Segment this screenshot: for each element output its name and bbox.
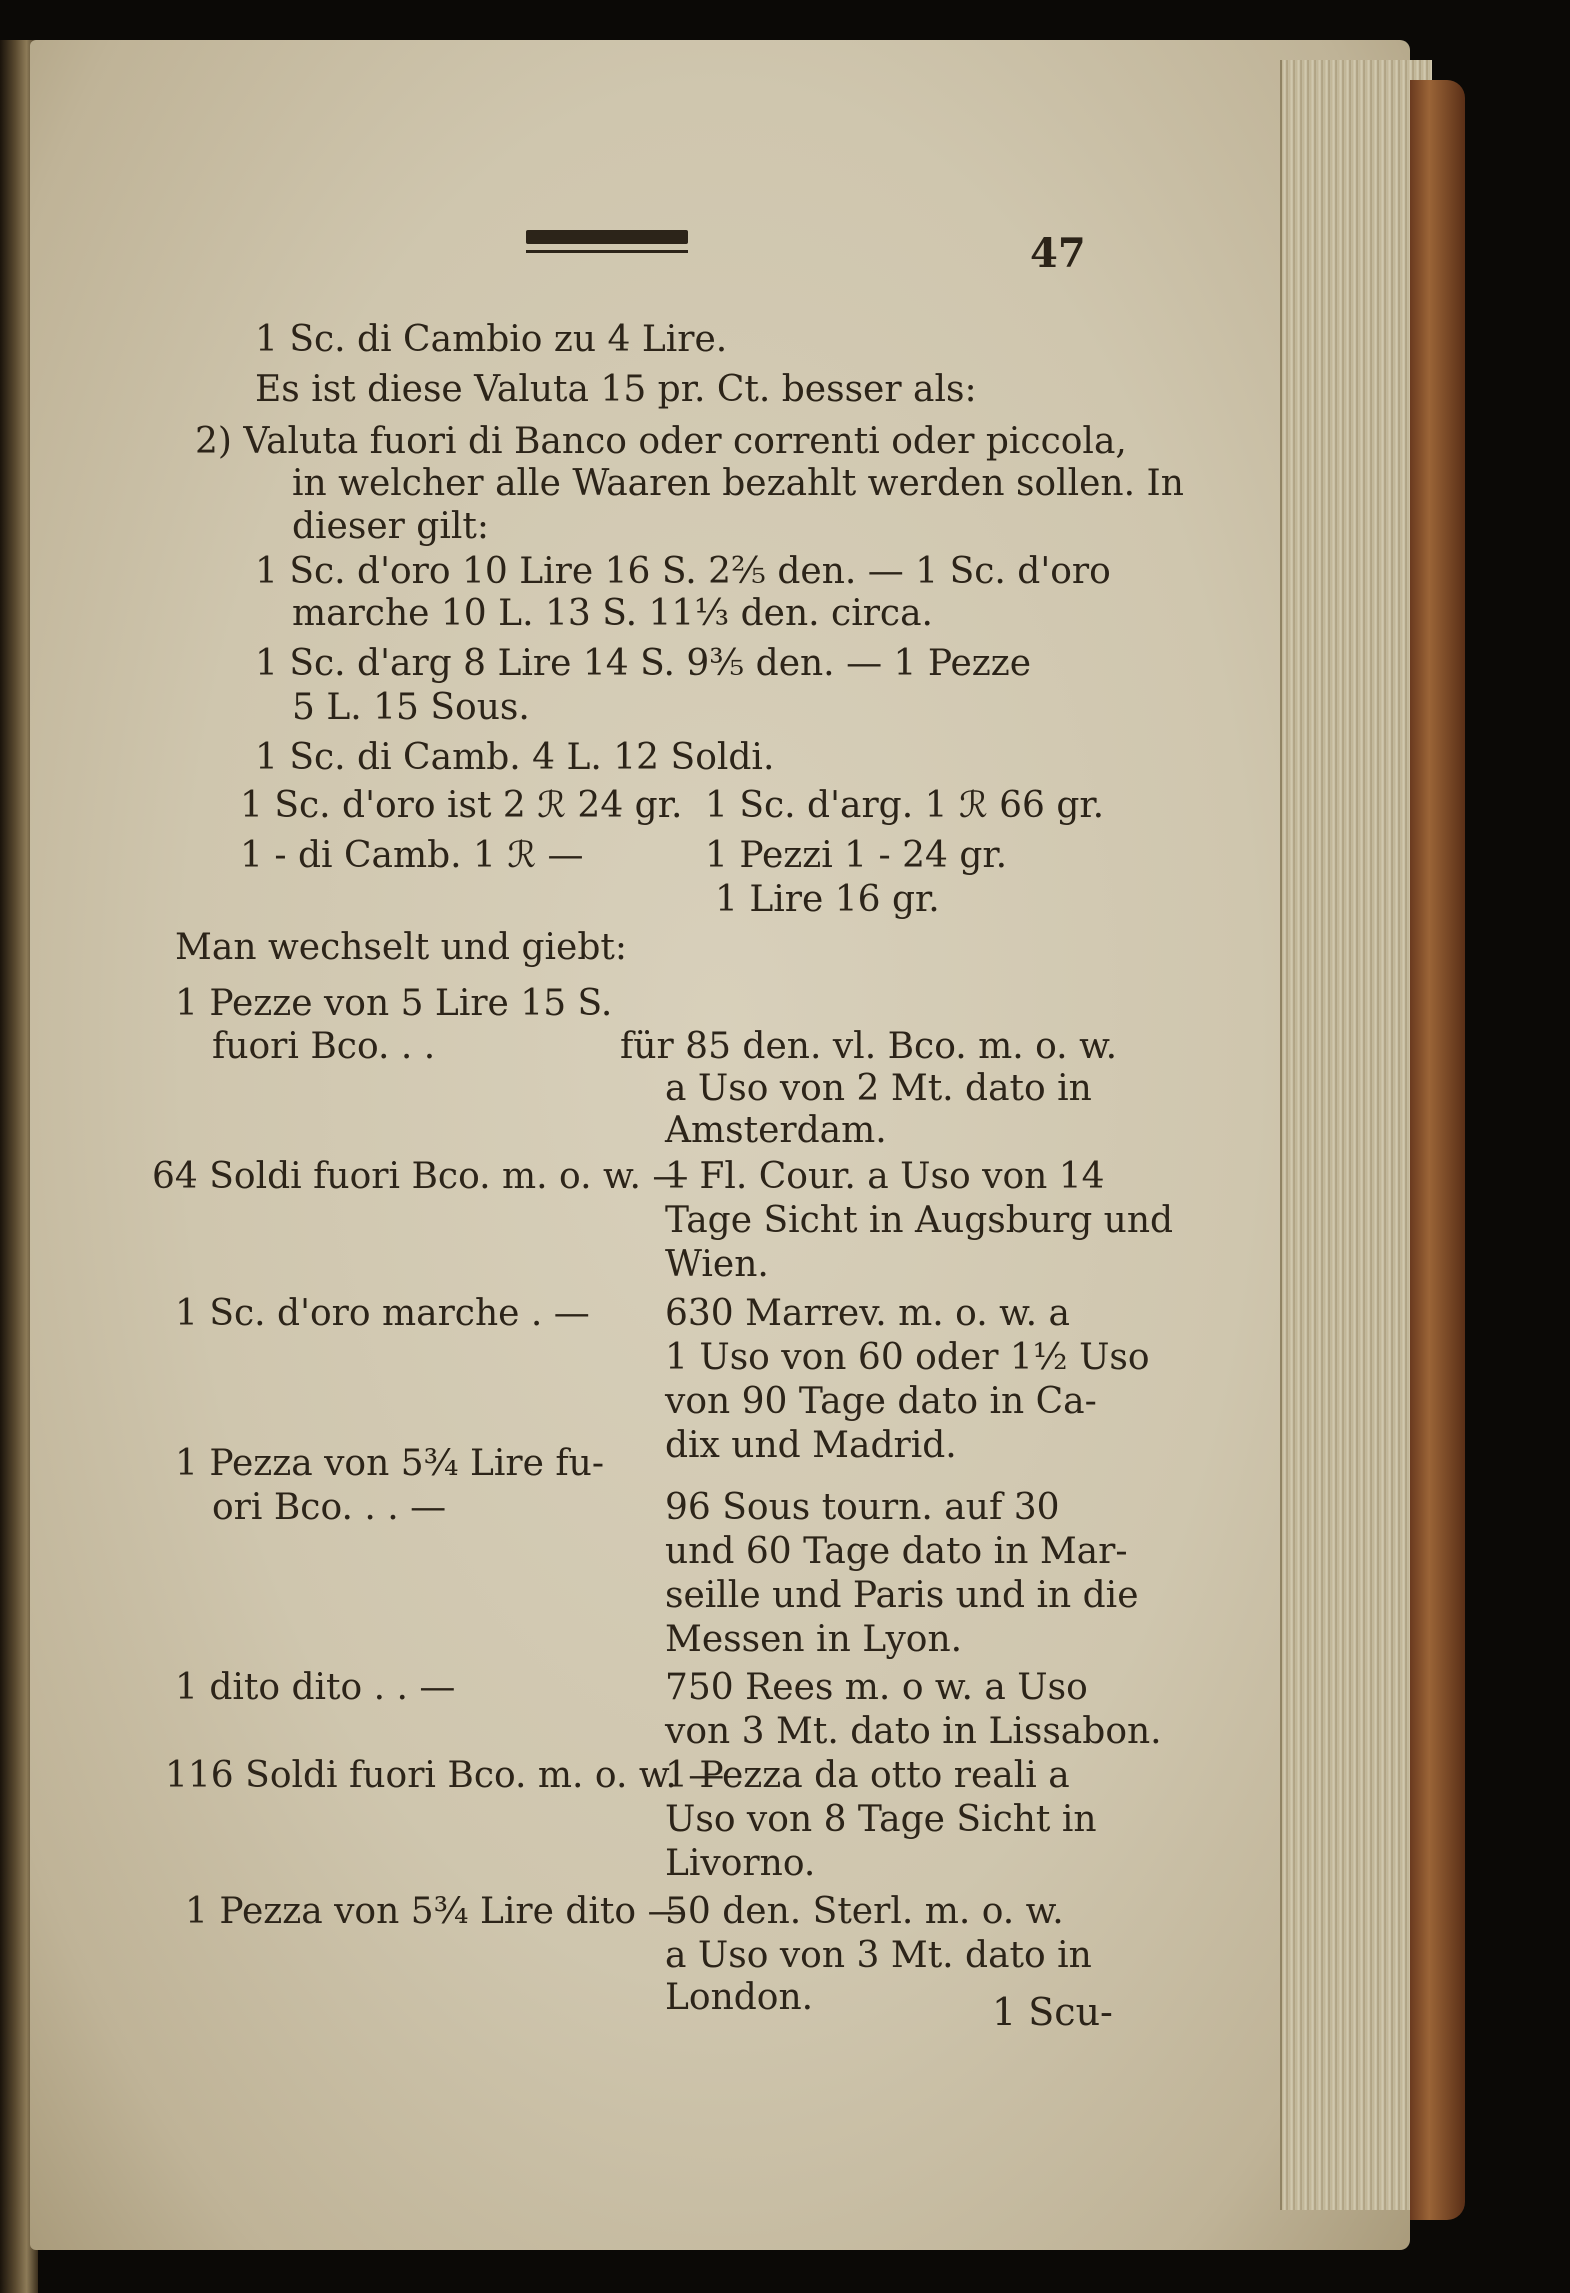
text-line: von 3 Mt. dato in Lissabon. — [665, 1711, 1162, 1752]
text-line: 1 Sc. d'arg. 1 ℛ 66 gr. — [705, 785, 1105, 826]
text-line: 1 Sc. d'oro ist 2 ℛ 24 gr. — [240, 785, 683, 826]
page-number: 47 — [1030, 230, 1086, 277]
text-line: 96 Sous tourn. auf 30 — [665, 1487, 1060, 1528]
text-line: fuori Bco. . . — [212, 1026, 436, 1067]
text-line: 1 Fl. Cour. a Uso von 14 — [665, 1156, 1105, 1197]
text-line: 1 Pezza da otto reali a — [665, 1755, 1070, 1796]
text-line: Man wechselt und giebt: — [175, 927, 627, 968]
text-line: 1 Pezza von 5¾ Lire dito — — [185, 1891, 684, 1932]
text-line: 1 Uso von 60 oder 1½ Uso — [665, 1337, 1150, 1378]
text-line: 64 Soldi fuori Bco. m. o. w. — — [152, 1156, 689, 1197]
text-line: dix und Madrid. — [665, 1425, 957, 1466]
text-line: marche 10 L. 13 S. 11⅓ den. circa. — [292, 593, 933, 634]
text-line: 1 Sc. d'arg 8 Lire 14 S. 9⅗ den. — 1 Pezze — [255, 643, 1032, 684]
text-line: dieser gilt: — [292, 506, 489, 547]
text-line: 1 Pezzi 1 - 24 gr. — [705, 835, 1008, 876]
text-line: 1 Sc. d'oro 10 Lire 16 S. 2⅖ den. — 1 Sc. d'oro — [255, 551, 1111, 592]
header-ornament-thin-rule — [526, 250, 688, 253]
text-line: in welcher alle Waaren bezahlt werden sollen. In — [292, 463, 1184, 504]
text-line: 5 L. 15 Sous. — [292, 687, 530, 728]
text-line: London. — [665, 1977, 814, 2018]
text-line: 1 dito dito . . — — [175, 1667, 456, 1708]
text-line: Amsterdam. — [665, 1110, 887, 1151]
text-line: a Uso von 2 Mt. dato in — [665, 1068, 1092, 1109]
text-line: seille und Paris und in die — [665, 1575, 1139, 1616]
text-line: 1 Pezze von 5 Lire 15 S. — [175, 983, 613, 1024]
text-line: ori Bco. . . — — [212, 1487, 447, 1528]
text-line: Livorno. — [665, 1843, 816, 1884]
text-line: 750 Rees m. o w. a Uso — [665, 1667, 1088, 1708]
book-cover-edge — [1410, 80, 1465, 2220]
text-line: 1 Pezza von 5¾ Lire fu- — [175, 1443, 605, 1484]
catchword: 1 Scu- — [992, 1990, 1113, 2034]
text-line: 1 Sc. di Camb. 4 L. 12 Soldi. — [255, 737, 775, 778]
text-line: 1 Sc. di Cambio zu 4 Lire. — [255, 319, 728, 360]
text-line: von 90 Tage dato in Ca- — [665, 1381, 1097, 1422]
text-line: Tage Sicht in Augsburg und — [665, 1200, 1174, 1241]
text-line: a Uso von 3 Mt. dato in — [665, 1935, 1092, 1976]
text-line: 1 Lire 16 gr. — [715, 879, 940, 920]
text-line: 50 den. Sterl. m. o. w. — [665, 1891, 1064, 1932]
text-line: 1 Sc. d'oro marche . — — [175, 1293, 590, 1334]
text-line: und 60 Tage dato in Mar- — [665, 1531, 1128, 1572]
text-line: Es ist diese Valuta 15 pr. Ct. besser als: — [255, 369, 977, 410]
text-line: Wien. — [665, 1244, 769, 1285]
header-ornament-rule — [526, 230, 688, 244]
text-line: 630 Marrev. m. o. w. a — [665, 1293, 1070, 1334]
text-line: Messen in Lyon. — [665, 1619, 963, 1660]
text-line: für 85 den. vl. Bco. m. o. w. — [620, 1026, 1118, 1067]
text-line: Uso von 8 Tage Sicht in — [665, 1799, 1097, 1840]
text-line: 1 - di Camb. 1 ℛ — — [240, 835, 584, 876]
text-line: 2) Valuta fuori di Banco oder correnti oder piccola, — [195, 421, 1127, 462]
text-line: 116 Soldi fuori Bco. m. o. w. — — [165, 1755, 725, 1796]
